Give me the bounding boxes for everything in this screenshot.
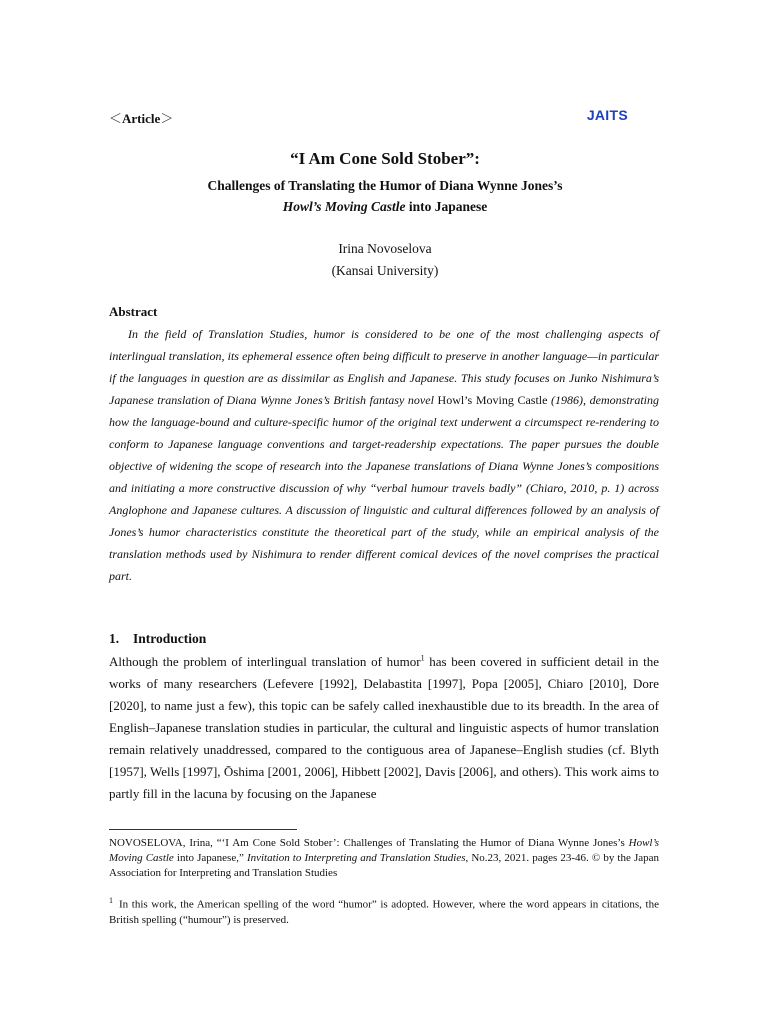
section-title: Introduction <box>133 631 207 646</box>
author-name: Irina Novoselova <box>338 241 432 256</box>
footnote-text: In this work, the American spelling of the word “humor” is adopted. However, where the word appears in citations, the British spelling (“humour”) is preserved. <box>109 898 659 926</box>
paper-title: “I Am Cone Sold Stober”: <box>290 149 480 168</box>
author-block <box>0 238 770 282</box>
footnote-ref[interactable]: 1 <box>420 653 425 663</box>
subtitle-line-2: Howl’s Moving Castle into Japanese <box>282 199 488 214</box>
abstract-book-title: Howl’s Moving Castle <box>437 393 548 407</box>
section-heading-introduction <box>109 631 206 647</box>
footnote-1 <box>109 893 659 928</box>
article-type-label: ＜Article＞ <box>109 111 174 126</box>
abstract-heading: Abstract <box>109 304 158 319</box>
introduction-body: Although the problem of interlingual translation of humor$^1$ has been covered in sufficient detail in the works of many researchers (Lefevere [1992], Delabastita [1997], Popa [2005], Chiaro [2010], Dore [2020], to name just a few), this topic can be safely called inexhaustible due to its breadth. In the area of English–Japanese translation studies in particular, the cultural and linguistic aspects of humor translation remain relatively unaddressed, compared to the contiguous area of Japanese–English studies (cf. Blyth [1957], Wells [1997], Ōshima [2001, 2006], Hibbett [2002], Davis [2006], and others). This work aims to partly fill in the lacuna by focusing on the Japanese <box>109 653 659 801</box>
section-number: 1. <box>109 631 120 646</box>
footnote-divider <box>109 829 297 830</box>
author-affiliation: (Kansai University) <box>331 263 439 278</box>
abstract-body: In the field of Translation Studies, humor is considered to be one of the most challenging aspects of interlingual translation, its ephemeral essence often being difficult to preserve in another language—in particular if the languages in question are as dissimilar as English and Japanese. This study focuses on Junko Nishimura’s Japanese translation of Diana Wynne Jones’s British fantasy novel Howl’s Moving Castle (1986), demonstrating how the language-bound and culture-specific humor of the original text underwent a circumspect re-rendering to conform to Japanese language conventions and target-readership expectations. The paper pursues the double objective of widening the scope of research into the Japanese translations of Diana Wynne Jones’s compositions and initiating a more constructive discussion of why “verbal humour travels badly” (Chiaro, 2010, p. 1) across Anglophone and Japanese cultures. A discussion of linguistic and cultural differences followed by an analysis of Jones’s humor characteristics constitute the theoretical part of the study, while an empirical analysis of the translation methods used by Nishimura to render different comical devices of the novel comprises the practical part. <box>109 327 659 583</box>
article-type-text: Article <box>122 111 161 126</box>
journal-logo: JAITS <box>586 107 628 123</box>
subtitle-book-title: Howl’s Moving Castle <box>282 199 406 214</box>
subtitle-line-1: Challenges of Translating the Humor of Diana Wynne Jones’s <box>207 178 563 193</box>
footnote-number: 1 <box>109 896 113 905</box>
paper-subtitle <box>0 175 770 217</box>
citation-note: NOVOSELOVA, Irina, “‘I Am Cone Sold Stober’: Challenges of Translating the Humor of Diana Wynne Jones’s Howl’s Moving Castle into Japanese,” Invitation to Interpreting and Translation Studies, No.23, 2021. pages 23-46. © by the Japan Association for Interpreting and Translation Studies <box>109 837 659 879</box>
page-header <box>109 108 628 128</box>
